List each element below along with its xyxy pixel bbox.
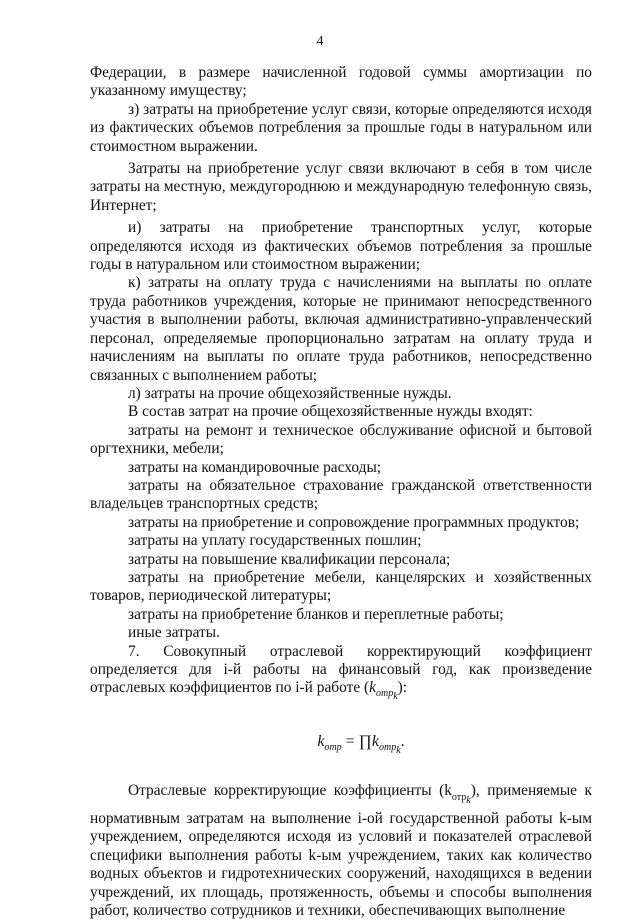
coefficient-subsubscript: k	[393, 691, 398, 703]
paragraph: затраты на повышение квалификации персонала;	[128, 550, 451, 568]
closing-subscript: отр	[451, 791, 467, 803]
paragraph: затраты на обязательное страхование гражданской ответственности владельцев транспортных средств;	[90, 476, 592, 513]
formula-product-sign: = ∏	[341, 732, 372, 750]
item-7-tail: ):	[397, 679, 408, 697]
coefficient-symbol: k	[369, 679, 376, 697]
item-7-text: 7. Совокупный отраслевой корректирующий коэффициент определяется для i-й работы на финансовый год, как произведение отраслевых коэффициентов по i-й работе (	[90, 642, 592, 697]
paragraph: з) затраты на приобретение услуг связи, которые определяются исходя из фактических объемов потребления за прошлые годы в натуральном или стоимостном выражении.	[90, 100, 592, 155]
document-body	[90, 64, 592, 920]
closing-subsubscript: k	[466, 794, 471, 806]
formula-rhs-symbol: k	[371, 732, 379, 750]
closing-before: Отраслевые корректирующие коэффициенты (k	[128, 782, 452, 800]
paragraph: к) затраты на оплату труда с начислениями на выплаты по оплате труда работников учреждения, которые не принимают непосредственного участия в выполнении работы, включая административно-управленческий персонал, определяемые пропорционально затратам на оплату труда и начислениям на выплаты по оплате труда работников, непосредственно связанных с выполнением работы;	[90, 274, 592, 384]
paragraph: В состав затрат на прочие общехозяйственные нужды входят:	[128, 403, 533, 421]
product-formula	[90, 733, 592, 761]
paragraph: затраты на приобретение бланков и переплетные работы;	[128, 605, 504, 623]
paragraph: затраты на ремонт и техническое обслуживание офисной и бытовой оргтехники, мебели;	[90, 421, 592, 458]
page-number: 4	[316, 34, 324, 49]
paragraph: затраты на приобретение и сопровождение программных продуктов;	[128, 513, 580, 531]
coefficient-subscript: отр	[375, 688, 394, 700]
item-7-paragraph	[90, 643, 592, 707]
paragraph: затраты на командировочные расходы;	[128, 458, 382, 476]
paragraph: иные затраты.	[128, 624, 220, 642]
formula-lhs-subscript: отр	[324, 742, 342, 754]
formula-lhs-symbol: k	[317, 732, 325, 750]
formula-rhs-subscript: отр	[378, 742, 397, 754]
closing-paragraph	[90, 782, 592, 920]
paragraph: затраты на уплату государственных пошлин;	[128, 532, 422, 550]
closing-after: ), применяемые к нормативным затратам на выполнение i-ой государственной работы k-ым учреждением, определяются исходя из условий и показателей отраслевой специфики выполнения работы k-ым учреждением, таких как количество водных объектов и гидротехнических сооружений, находящихся в ведении учреждений, их площадь, протяженность, объемы и способы выполнения работ, количество сотрудников и техники, обеспечивающих выполнение	[90, 782, 592, 919]
paragraph: и) затраты на приобретение транспортных услуг, которые определяются исходя из фактических объемов потребления за прошлые годы в натуральном или стоимостном выражении;	[90, 219, 592, 274]
formula-end: .	[400, 732, 405, 750]
paragraph: Федерации, в размере начисленной годовой суммы амортизации по указанному имуществу;	[90, 64, 592, 100]
paragraph: затраты на приобретение мебели, канцелярских и хозяйственных товаров, периодической литературы;	[90, 568, 592, 605]
paragraph: л) затраты на прочие общехозяйственные нужды.	[128, 384, 452, 402]
formula-rhs-subsubscript: k	[396, 745, 401, 757]
paragraph: Затраты на приобретение услуг связи включают в себя в том числе затраты на местную, междугороднюю и международную телефонную связь, Интернет;	[90, 160, 592, 214]
